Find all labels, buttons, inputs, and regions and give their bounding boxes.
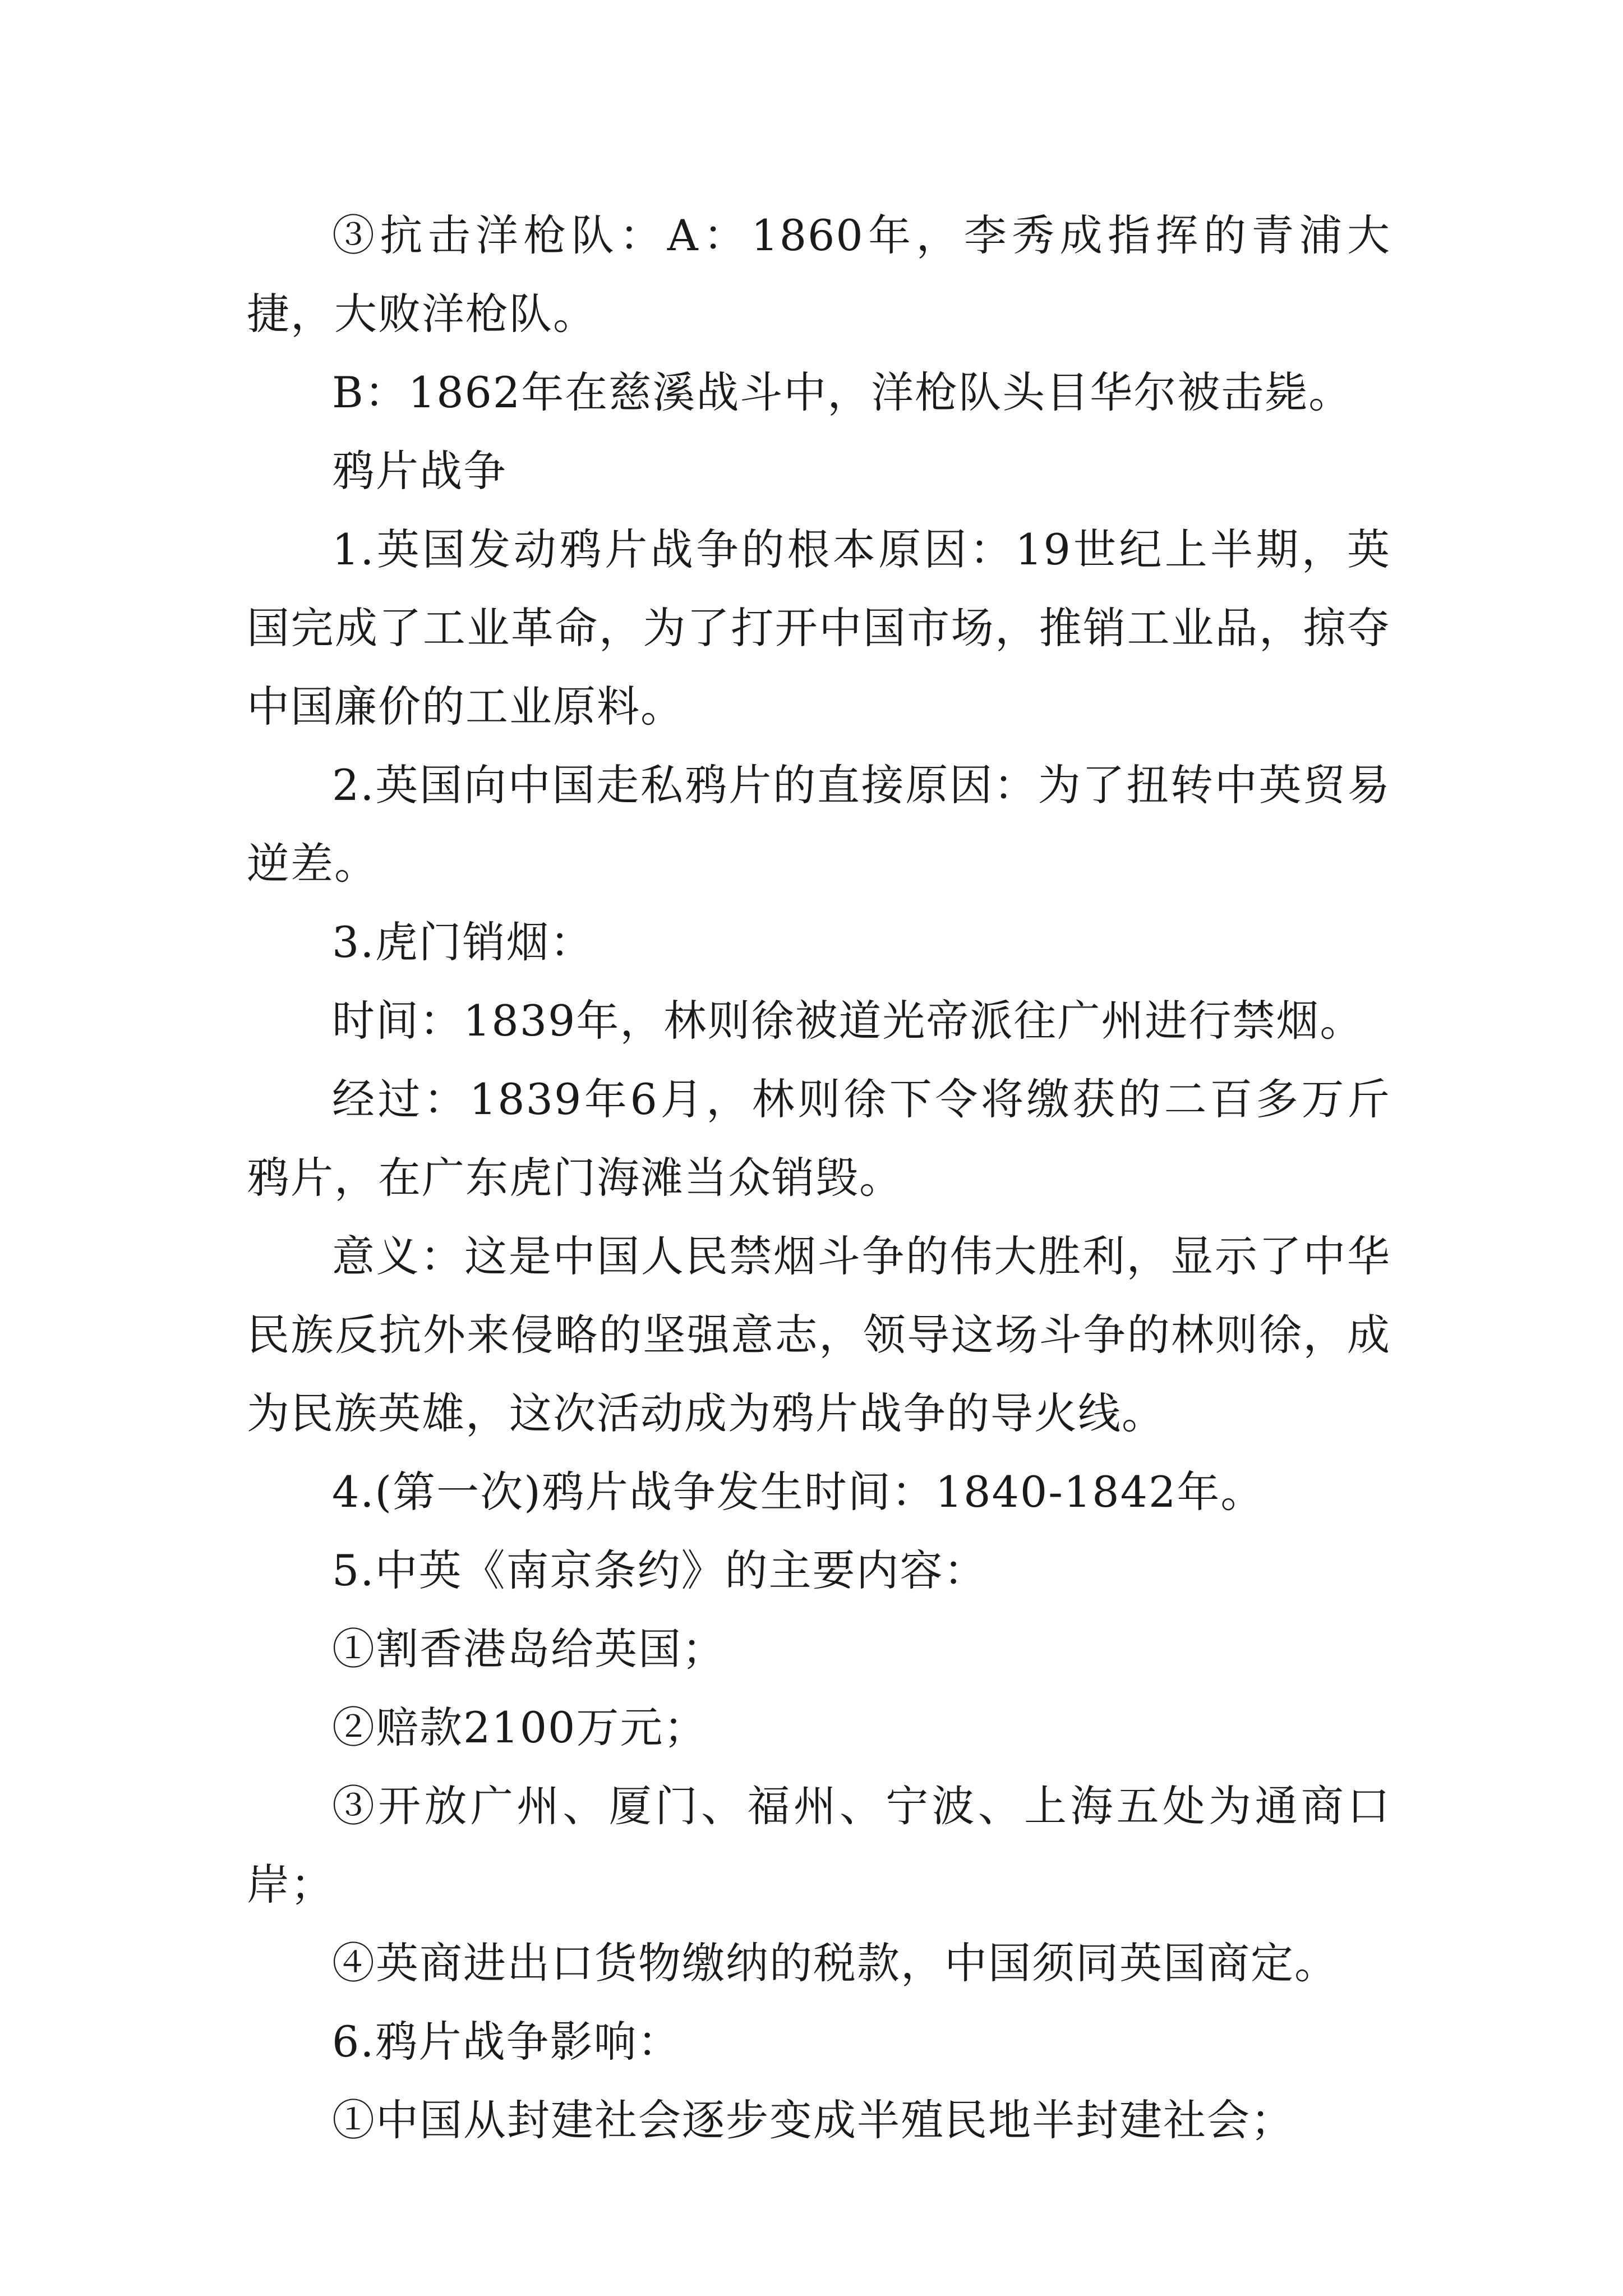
- list-item-treaty-4: ④英商进出口货物缴纳的税款，中国须同英国商定。: [332, 1938, 1338, 1988]
- paragraph-humen-heading: 3.虎门销烟：: [332, 917, 594, 967]
- paragraph-humen-significance: 意义：这是中国人民禁烟斗争的伟大胜利，显示了中华民族反抗外来侵略的坚强意志，领导这场斗争的林则徐，成为民族英雄，这次活动成为鸦片战争的导火线。: [247, 1231, 1391, 1438]
- list-item-impact-1: ①中国从封建社会逐步变成半殖民地半封建社会；: [332, 2095, 1294, 2145]
- paragraph-root-cause: 1.英国发动鸦片战争的根本原因：19世纪上半期，英国完成了工业革命，为了打开中国市场，推销工业品，掠夺中国廉价的工业原料。: [247, 524, 1391, 731]
- paragraph-direct-cause: 2.英国向中国走私鸦片的直接原因：为了扭转中英贸易逆差。: [247, 760, 1391, 889]
- list-item-treaty-2: ②赔款2100万元；: [332, 1703, 708, 1752]
- paragraph-war-dates: 4.(第一次)鸦片战争发生时间：1840-1842年。: [332, 1467, 1265, 1517]
- paragraph-resist-ever-victorious-army: ③抗击洋枪队：A：1860年，李秀成指挥的青浦大捷，大败洋枪队。: [247, 210, 1391, 339]
- paragraph-humen-process: 经过：1839年6月，林则徐下令将缴获的二百多万斤鸦片，在广东虎门海滩当众销毁。: [247, 1074, 1391, 1203]
- document-body: [247, 196, 1391, 2160]
- section-heading-opium-war: 鸦片战争: [332, 446, 507, 496]
- paragraph-cixi-battle: B：1862年在慈溪战斗中，洋枪队头目华尔被击毙。: [332, 367, 1353, 417]
- list-item-treaty-1: ①割香港岛给英国；: [332, 1624, 726, 1674]
- paragraph-impact-heading: 6.鸦片战争影响：: [332, 2017, 681, 2067]
- paragraph-treaty-heading: 5.中英《南京条约》的主要内容：: [332, 1545, 988, 1595]
- paragraph-humen-time: 时间：1839年，林则徐被道光帝派往广州进行禁烟。: [332, 996, 1364, 1046]
- list-item-treaty-3: ③开放广州、厦门、福州、宁波、上海五处为通商口岸；: [247, 1781, 1391, 1910]
